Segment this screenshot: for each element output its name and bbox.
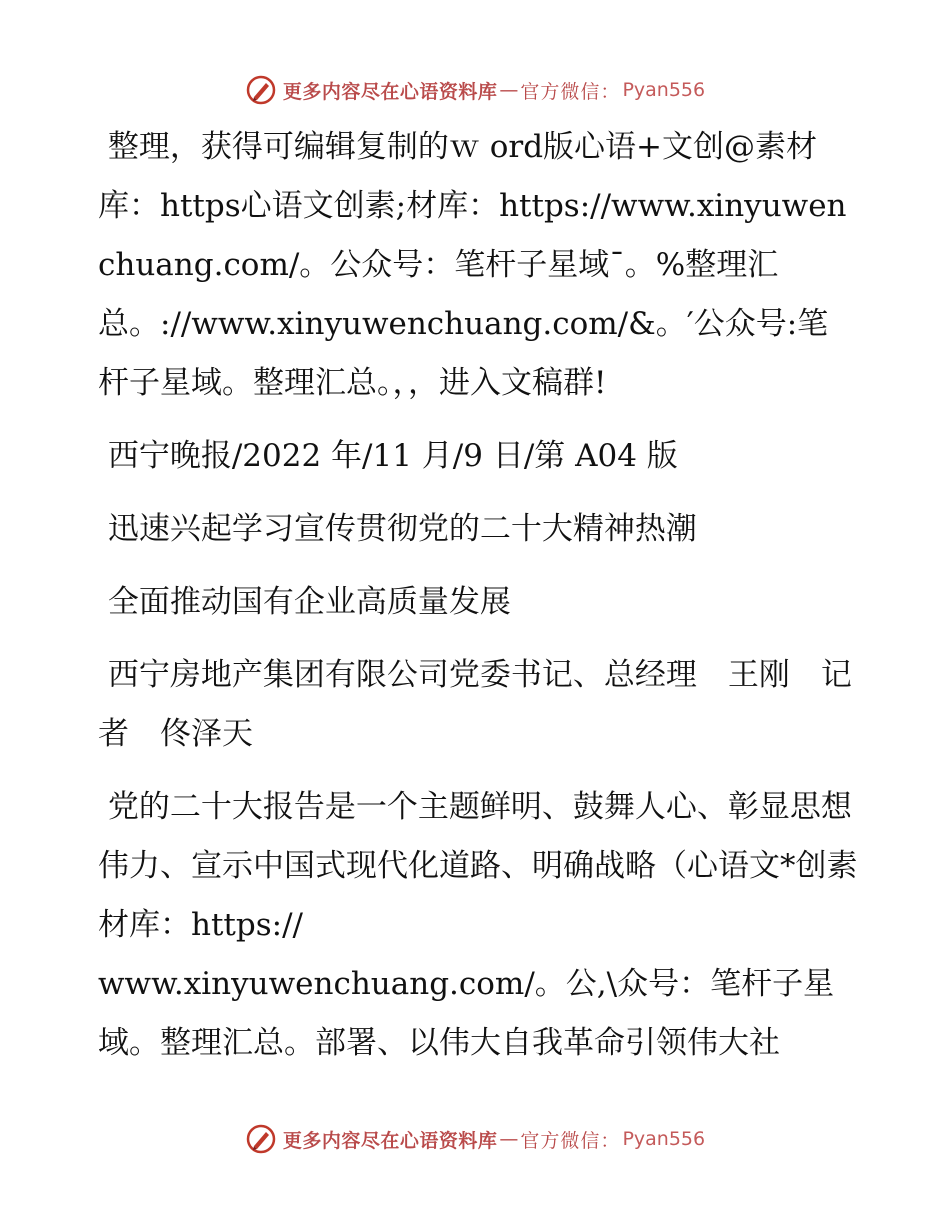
banner-separator: — <box>499 79 519 101</box>
banner-promo-text: 更多内容尽在心语资料库 <box>282 1129 498 1152</box>
header-banner <box>0 72 950 108</box>
pen-logo-icon <box>245 74 277 106</box>
headline: 迅速兴起学习宣传贯彻党的二十大精神热潮 <box>98 511 697 547</box>
banner-promo-text: 更多内容尽在心语资料库 <box>282 80 498 103</box>
banner-wechat-label: 官方微信： <box>520 80 621 103</box>
banner-wechat-label: 官方微信： <box>520 1129 621 1152</box>
banner-wechat-handle: Pyan556 <box>622 79 706 101</box>
byline: 西宁房地产集团有限公司党委书记、总经理 王刚 记者 佟泽天 <box>98 657 852 752</box>
footer-banner <box>0 1121 950 1157</box>
document-body <box>98 118 858 1087</box>
body-paragraph: 党的二十大报告是一个主题鲜明、鼓舞人心、彰显思想伟力、宣示中国式现代化道路、明确战略（心语文*创素材库：https:// <box>98 789 858 943</box>
subheadline: 全面推动国有企业高质量发展 <box>98 584 511 620</box>
intro-paragraph: 整理，获得可编辑复制的ｗ ord版心语+文创@素材库：https心语文创素;材库：https://www.xinyuwenchuang.com/。公众号：笔杆子星域¯。%整理汇总。://www.xinyuwenchuang.com/&。′公众号:笔杆子星域。整理汇总。，，进入文稿群! <box>98 129 847 401</box>
banner-separator: — <box>499 1128 519 1150</box>
banner-wechat-handle: Pyan556 <box>622 1128 706 1150</box>
body-paragraph-continued: www.xinyuwenchuang.com/。公,\众号：笔杆子星域。整理汇总。部署、以伟大自我革命引领伟大社 <box>98 966 835 1061</box>
publication-line: 西宁晚报/2022 年/11 月/9 日/第 A04 版 <box>98 438 678 474</box>
pen-logo-icon <box>245 1123 277 1155</box>
